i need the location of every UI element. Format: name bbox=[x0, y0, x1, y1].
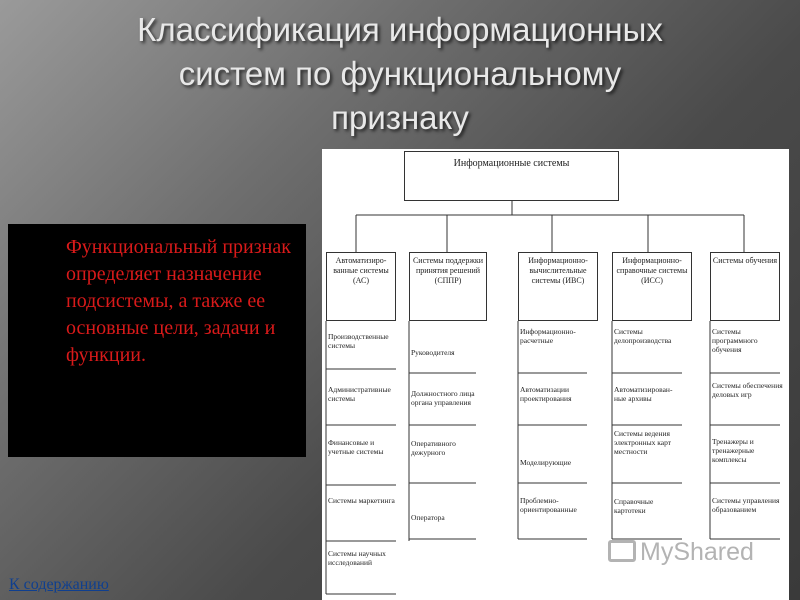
list-item: Производственные системы bbox=[328, 332, 389, 350]
watermark-text: MyShared bbox=[640, 538, 754, 566]
category-ivs: Информационно- вычислительные системы (ИВС) bbox=[518, 252, 598, 321]
slide-title-line-1: Классификация информационных bbox=[137, 11, 663, 48]
presentation-icon bbox=[608, 540, 636, 562]
list-item: Системы управления образованием bbox=[712, 496, 780, 514]
list-item: Оператора bbox=[411, 513, 445, 522]
list-item: Финансовые и учетные системы bbox=[328, 438, 384, 456]
list-item: Должностного лица органа управления bbox=[411, 389, 475, 407]
list-item: Системы научных исследований bbox=[328, 549, 386, 567]
contents-link[interactable]: К содержанию bbox=[9, 576, 109, 593]
list-item: Проблемно- ориентированные bbox=[520, 496, 577, 514]
list-item: Информационно- расчетные bbox=[520, 327, 576, 345]
category-training: Системы обучения bbox=[710, 252, 780, 321]
list-item: Автоматизации проектирования bbox=[520, 385, 572, 403]
slide-title-line-3: признаку bbox=[331, 99, 469, 136]
classification-diagram bbox=[322, 149, 789, 600]
slide-title-line-2: систем по функциональному bbox=[178, 55, 622, 92]
definition-text: Функциональный признак определяет назначение подсистемы, а также ее основные цели, задачи и функции. bbox=[66, 236, 291, 366]
list-item: Моделирующие bbox=[520, 458, 572, 467]
list-item: Системы обеспечения деловых игр bbox=[712, 381, 783, 399]
definition-panel bbox=[8, 224, 306, 457]
list-item: Системы делопроизводства bbox=[614, 327, 672, 345]
watermark bbox=[608, 538, 754, 567]
list-item: Справочные картотеки bbox=[614, 497, 654, 515]
diagram-connectors bbox=[322, 149, 789, 600]
slide-title bbox=[0, 8, 800, 140]
category-iss: Информационно- справочные системы (ИСС) bbox=[612, 252, 692, 321]
category-sppr: Системы поддержки принятия решений (СППР) bbox=[409, 252, 487, 321]
category-as: Автоматизиро- ванные системы (АС) bbox=[326, 252, 396, 321]
list-item: Системы программного обучения bbox=[712, 327, 758, 354]
list-item: Системы маркетинга bbox=[328, 496, 395, 505]
list-item: Тренажеры и тренажерные комплексы bbox=[712, 437, 755, 464]
root-node: Информационные системы bbox=[404, 151, 619, 201]
list-item: Административные системы bbox=[328, 385, 391, 403]
list-item: Руководителя bbox=[411, 348, 455, 357]
list-item: Системы ведения электронных карт местности bbox=[614, 429, 672, 456]
list-item: Автоматизирован- ные архивы bbox=[614, 385, 673, 403]
list-item: Оперативного дежурного bbox=[411, 439, 456, 457]
